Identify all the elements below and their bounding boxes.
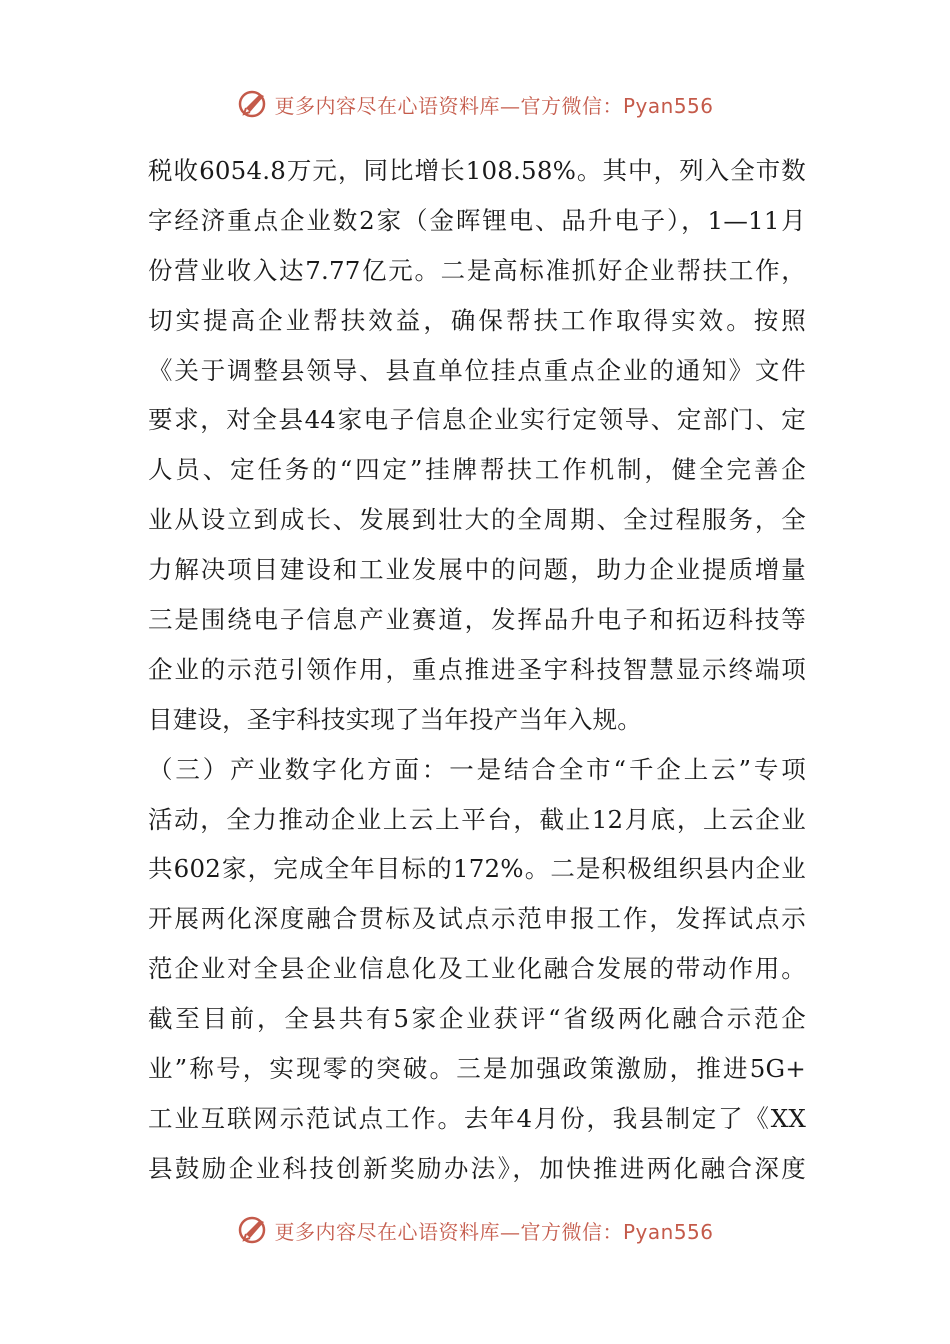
- document-body: [148, 146, 806, 1194]
- body-line: 工业互联网示范试点工作。去年4月份，我县制定了《XX: [148, 1103, 806, 1133]
- body-line: 要求，对全县44家电子信息企业实行定领导、定部门、定: [148, 405, 806, 435]
- body-line: 《关于调整县领导、县直单位挂点重点企业的通知》文件: [148, 355, 806, 385]
- body-line: 业”称号，实现零的突破。三是加强政策激励，推进5G+: [148, 1054, 806, 1084]
- watermark-banner-top: [0, 84, 950, 124]
- body-line: 企业的示范引领作用，重点推进圣宇科技智慧显示终端项: [148, 654, 806, 684]
- watermark-banner-bottom: [0, 1210, 950, 1250]
- body-line: 业从设立到成长、发展到壮大的全周期、全过程服务，全: [148, 505, 806, 535]
- body-line: 活动，全力推动企业上云上平台，截止12月底，上云企业: [148, 804, 806, 834]
- body-line: 开展两化深度融合贯标及试点示范申报工作，发挥试点示: [148, 904, 806, 934]
- body-line: 人员、定任务的“四定”挂牌帮扶工作机制，健全完善企: [148, 455, 806, 485]
- body-line: 县鼓励企业科技创新奖励办法》，加快推进两化融合深度: [148, 1153, 806, 1183]
- body-line: 共602家，完成全年目标的172%。二是积极组织县内企业: [148, 854, 806, 884]
- body-line: 截至目前，全县共有5家企业获评“省级两化融合示范企: [148, 1004, 806, 1034]
- body-line: 切实提高企业帮扶效益，确保帮扶工作取得实效。按照: [148, 305, 806, 335]
- wechat-id: Pyan556: [622, 93, 714, 118]
- body-line: 目建设，圣宇科技实现了当年投产当年入规。: [148, 704, 642, 734]
- body-line: 三是围绕电子信息产业赛道，发挥品升电子和拓迈科技等: [148, 605, 806, 635]
- pen-logo-icon: [236, 1212, 272, 1248]
- pen-logo-icon: [236, 86, 272, 122]
- body-line: 份营业收入达7.77亿元。二是高标准抓好企业帮扶工作，: [148, 255, 806, 285]
- body-line: 力解决项目建设和工业发展中的问题，助力企业提质增量: [148, 555, 806, 585]
- section-heading-line: （三）产业数字化方面：一是结合全市“千企上云”专项: [148, 754, 806, 784]
- body-line: 税收6054.8万元，同比增长108.58%。其中，列入全市数: [148, 156, 806, 185]
- watermark-text: 更多内容尽在心语资料库—官方微信：Pyan556: [274, 93, 714, 118]
- watermark-text: 更多内容尽在心语资料库—官方微信：Pyan556: [274, 1219, 714, 1244]
- body-line: 字经济重点企业数2家（金晖锂电、品升电子），1—11月: [148, 205, 806, 235]
- body-line: 范企业对全县企业信息化及工业化融合发展的带动作用。: [148, 954, 806, 984]
- wechat-id: Pyan556: [622, 1219, 714, 1244]
